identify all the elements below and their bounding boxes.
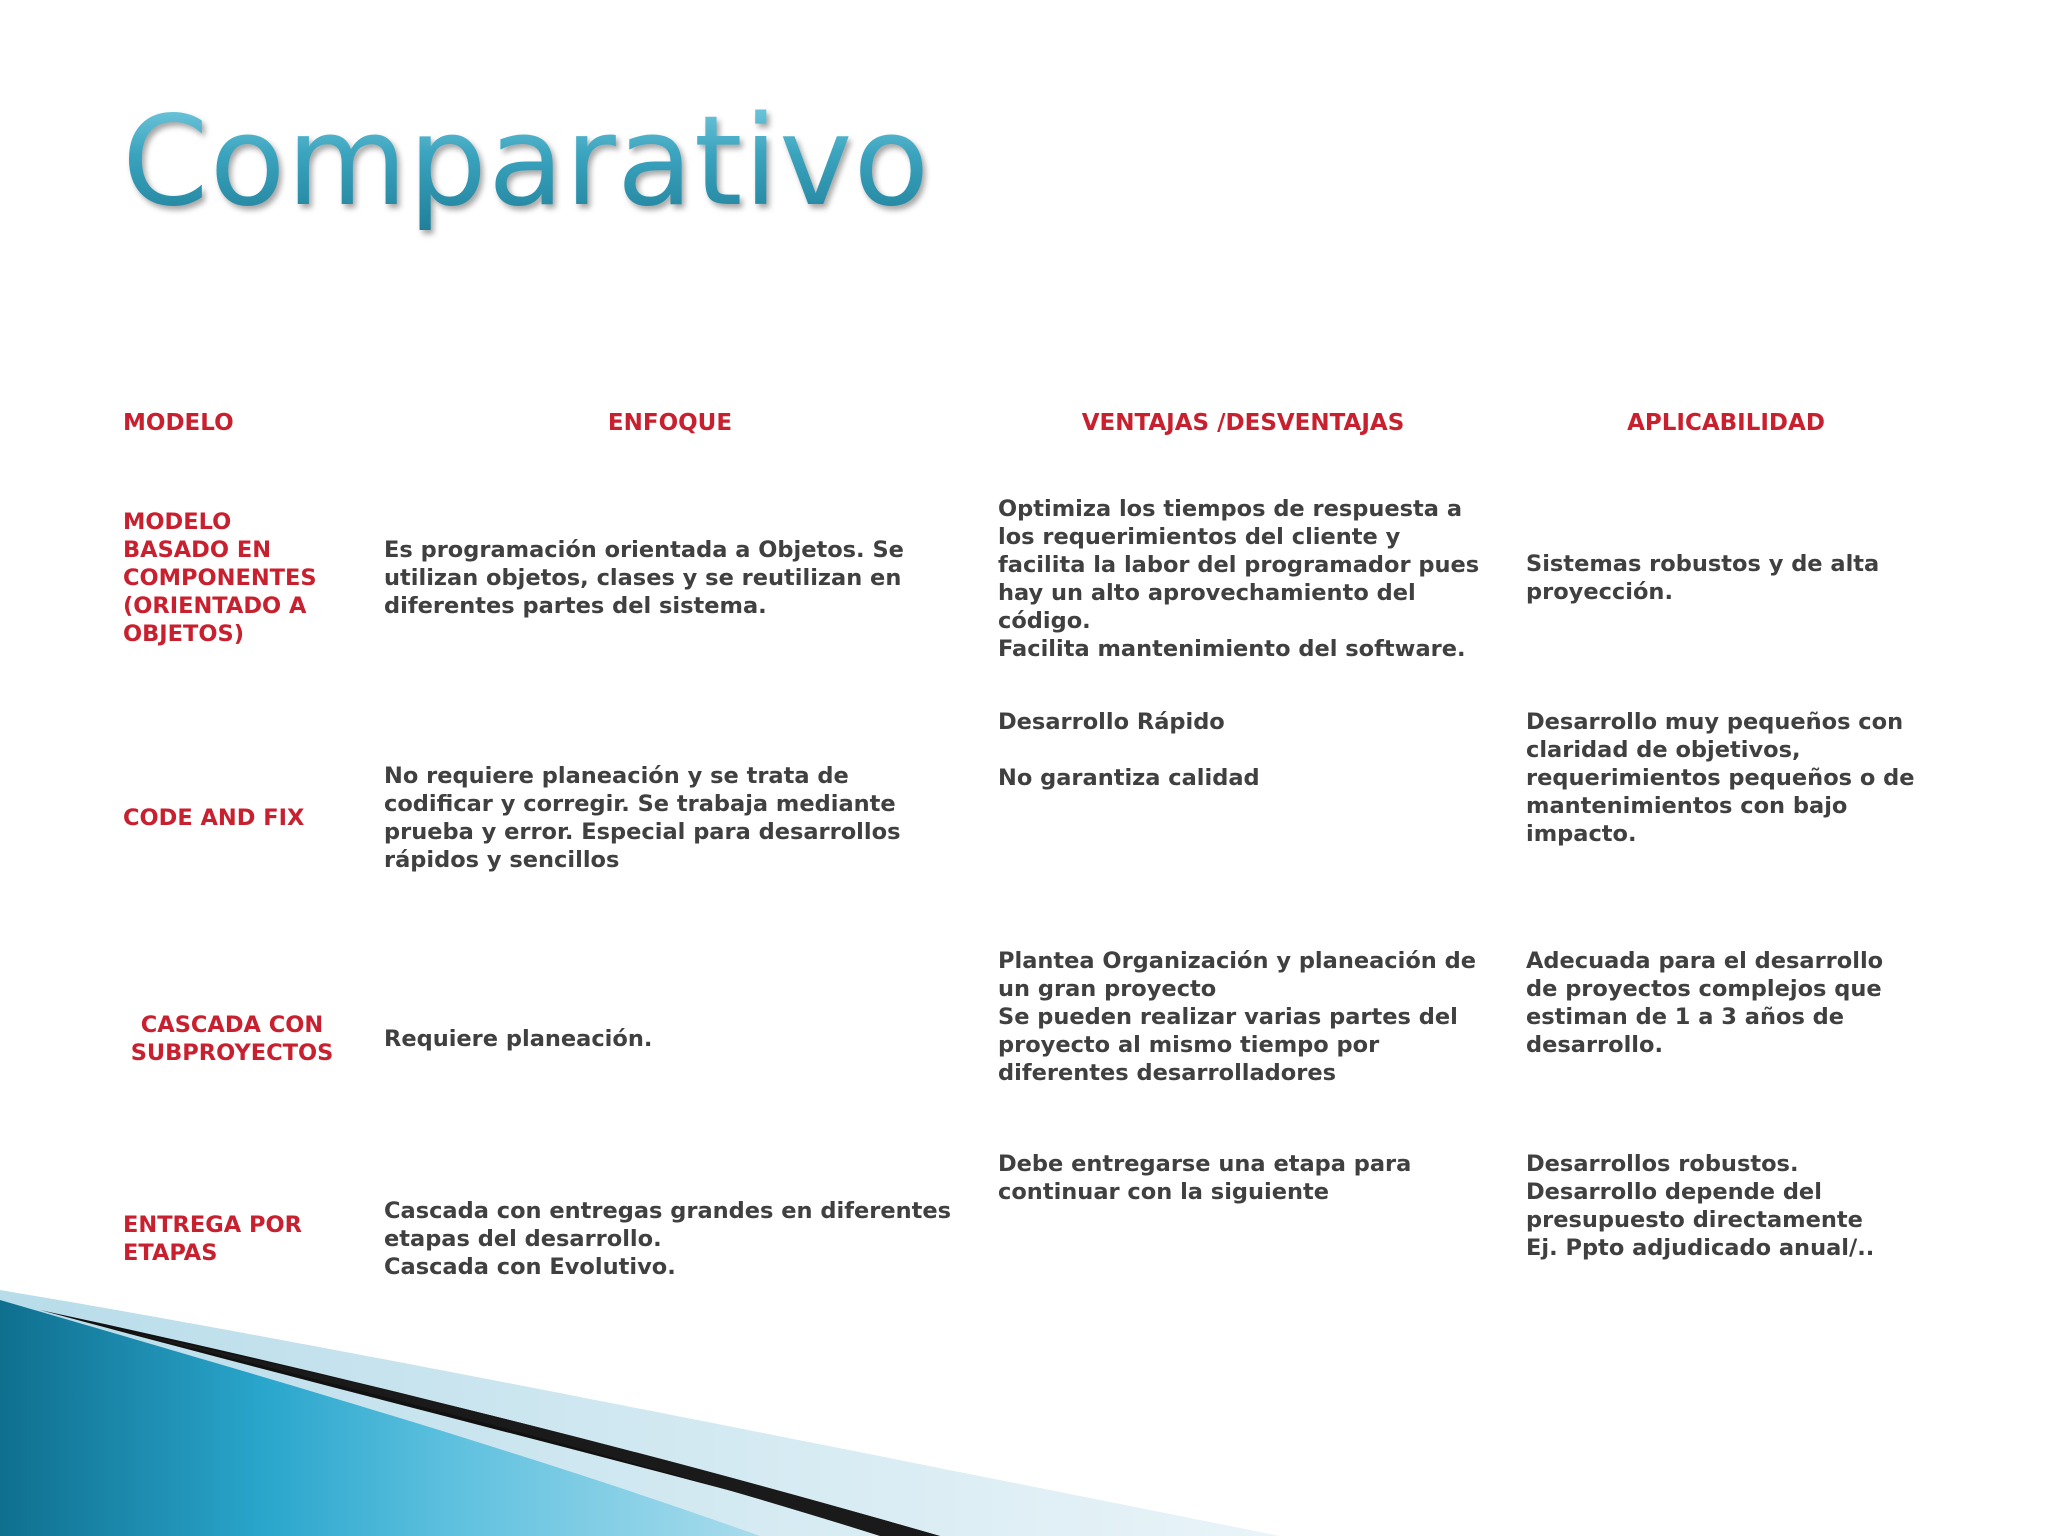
row-3-modelo: CASCADA CON SUBPROYECTOS <box>130 1012 334 1066</box>
header-ventajas: VENTAJAS /DESVENTAJAS <box>1081 410 1405 436</box>
row-3-aplicabilidad: Adecuada para el desarrollo de proyectos complejos que estiman de 1 a 3 años de desarrollo. <box>1526 948 1884 1058</box>
row-2-ventajas: Desarrollo Rápido No garantiza calidad <box>998 709 1260 791</box>
header-modelo: MODELO <box>123 410 234 436</box>
row-3-ventajas: Plantea Organización y planeación de un gran proyecto Se pueden realizar varias partes del proyecto al mismo tiempo por diferentes desarrolladores <box>998 948 1477 1086</box>
row-4-aplicabilidad: Desarrollos robustos. Desarrollo depende del presupuesto directamente Ej. Ppto adjudicado anual/.. <box>1526 1151 1875 1261</box>
wave-dark-stripe-2 <box>120 1330 940 1536</box>
slide-title: Comparativo <box>122 90 931 234</box>
row-2-aplicabilidad: Desarrollo muy pequeños con claridad de objetivos, requerimientos pequeños o de mantenimientos con bajo impacto. <box>1526 709 1915 847</box>
wave-dark-stripe <box>40 1310 940 1536</box>
row-1-enfoque: Es programación orientada a Objetos. Se utilizan objetos, clases y se reutilizan en diferentes partes del sistema. <box>384 537 904 619</box>
wave-light-band <box>0 1290 1280 1536</box>
row-1-modelo: MODELO BASADO EN COMPONENTES (ORIENTADO A OBJETOS) <box>123 509 317 647</box>
row-4-modelo: ENTREGA POR ETAPAS <box>123 1212 302 1266</box>
row-2-modelo: CODE AND FIX <box>123 805 305 831</box>
wave-blue-band <box>0 1300 760 1536</box>
row-2-enfoque: No requiere planeación y se trata de codificar y corregir. Se trabaja mediante prueba y error. Especial para desarrollos rápidos y sencillos <box>384 763 901 873</box>
row-3-enfoque: Requiere planeación. <box>384 1026 653 1052</box>
row-4-enfoque: Cascada con entregas grandes en diferentes etapas del desarrollo. Cascada con Evolutivo. <box>384 1198 952 1280</box>
row-1-aplicabilidad: Sistemas robustos y de alta proyección. <box>1526 551 1880 605</box>
row-1-ventajas: Optimiza los tiempos de respuesta a los requerimientos del cliente y facilita la labor del programador pues hay un alto aprovechamiento del código. Facilita mantenimiento del software. <box>998 496 1480 662</box>
row-4-ventajas: Debe entregarse una etapa para continuar con la siguiente <box>998 1151 1412 1205</box>
header-enfoque: ENFOQUE <box>607 410 733 436</box>
header-aplicabilidad: APLICABILIDAD <box>1627 410 1825 436</box>
